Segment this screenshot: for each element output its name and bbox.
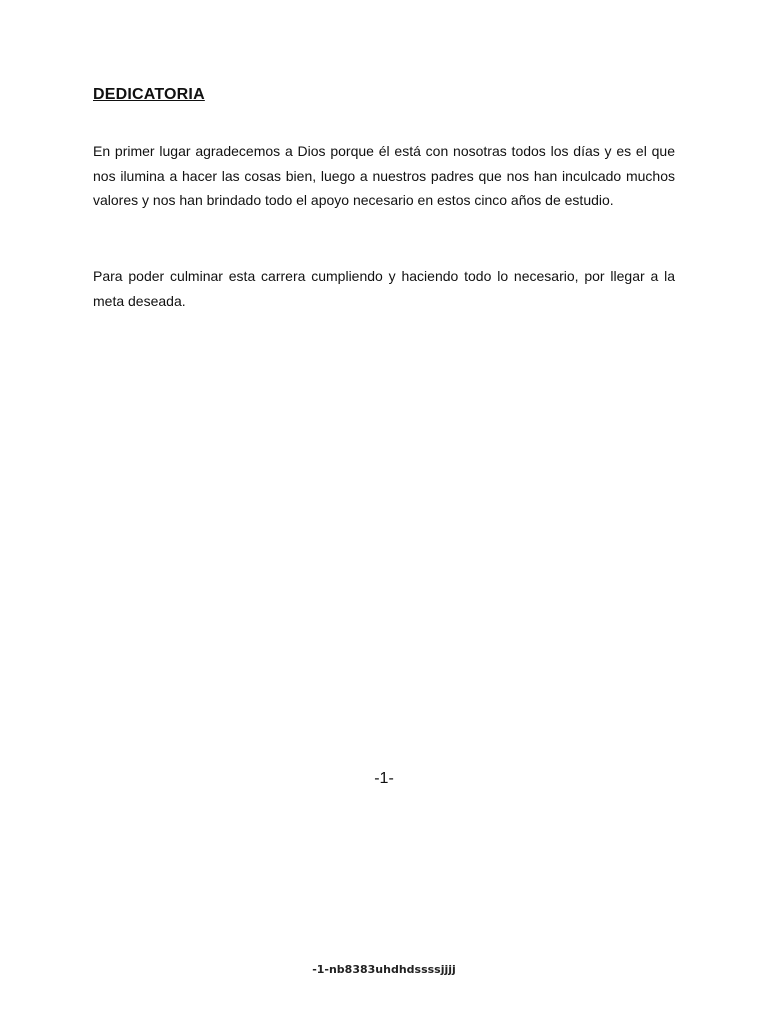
footer-code: -1-nb8383uhdhdssssjjjj	[312, 963, 456, 976]
page-number: -1-	[374, 770, 394, 787]
dedication-paragraph-2: Para poder culminar esta carrera cumpliendo y haciendo todo lo necesario, por llegar a la meta deseada.	[93, 268, 675, 309]
page-heading: DEDICATORIA	[93, 86, 205, 103]
dedication-paragraph-1: En primer lugar agradecemos a Dios porque él está con nosotras todos los días y es el que nos ilumina a hacer las cosas bien, luego a nuestros padres que nos han inculcado muchos valores y nos han brindado todo el apoyo necesario en estos cinco años de estudio.	[93, 143, 675, 208]
